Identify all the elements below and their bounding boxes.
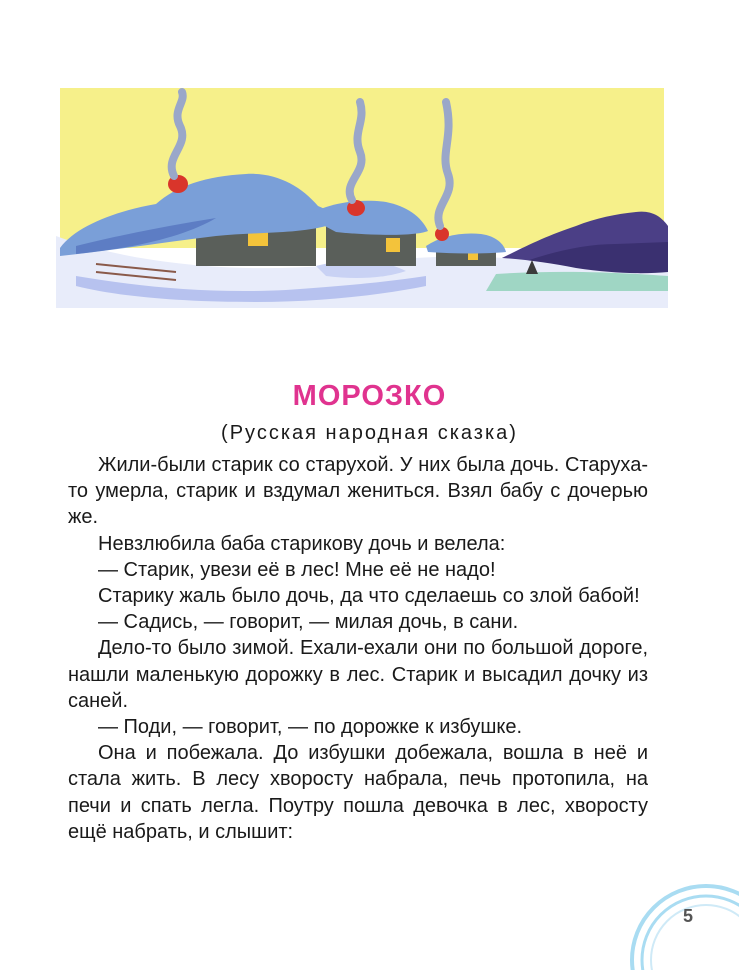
paragraph: Дело-то было зимой. Ехали-ехали они по большой дороге, нашли маленькую дорожку в лес. Старик и высадил дочку из саней.	[68, 637, 648, 712]
page-number: 5	[682, 906, 693, 926]
paragraph: — Поди, — говорит, — по дорожке к избушке.	[98, 716, 523, 739]
paragraph: — Садись, — говорит, — милая дочь, в сани.	[98, 611, 519, 634]
story-text	[68, 452, 648, 845]
paragraph: Старику жаль было дочь, да что сделаешь со злой бабой!	[98, 585, 640, 608]
paragraph: Она и побежала. До избушки добежала, вошла в неё и стала жить. В лесу хворосту набрала, печь протопила, на печи и спать легла. Поутру пошла девочка в лес, хворосту ещё набрать, и слышит:	[68, 742, 648, 843]
winter-village-illustration	[56, 86, 668, 308]
story-title: МОРОЗКО	[292, 380, 447, 412]
paragraph: Невзлюбила баба старикову дочь и велела:	[98, 532, 506, 555]
paragraph: — Старик, увези её в лес! Мне её не надо!	[98, 558, 496, 581]
paragraph: Жили-были старик со старухой. У них была дочь. Старуха-то умерла, старик и вздумал жениться. Взял бабу с дочерью же.	[68, 454, 648, 529]
story-subtitle: (Русская народная сказка)	[221, 422, 518, 444]
